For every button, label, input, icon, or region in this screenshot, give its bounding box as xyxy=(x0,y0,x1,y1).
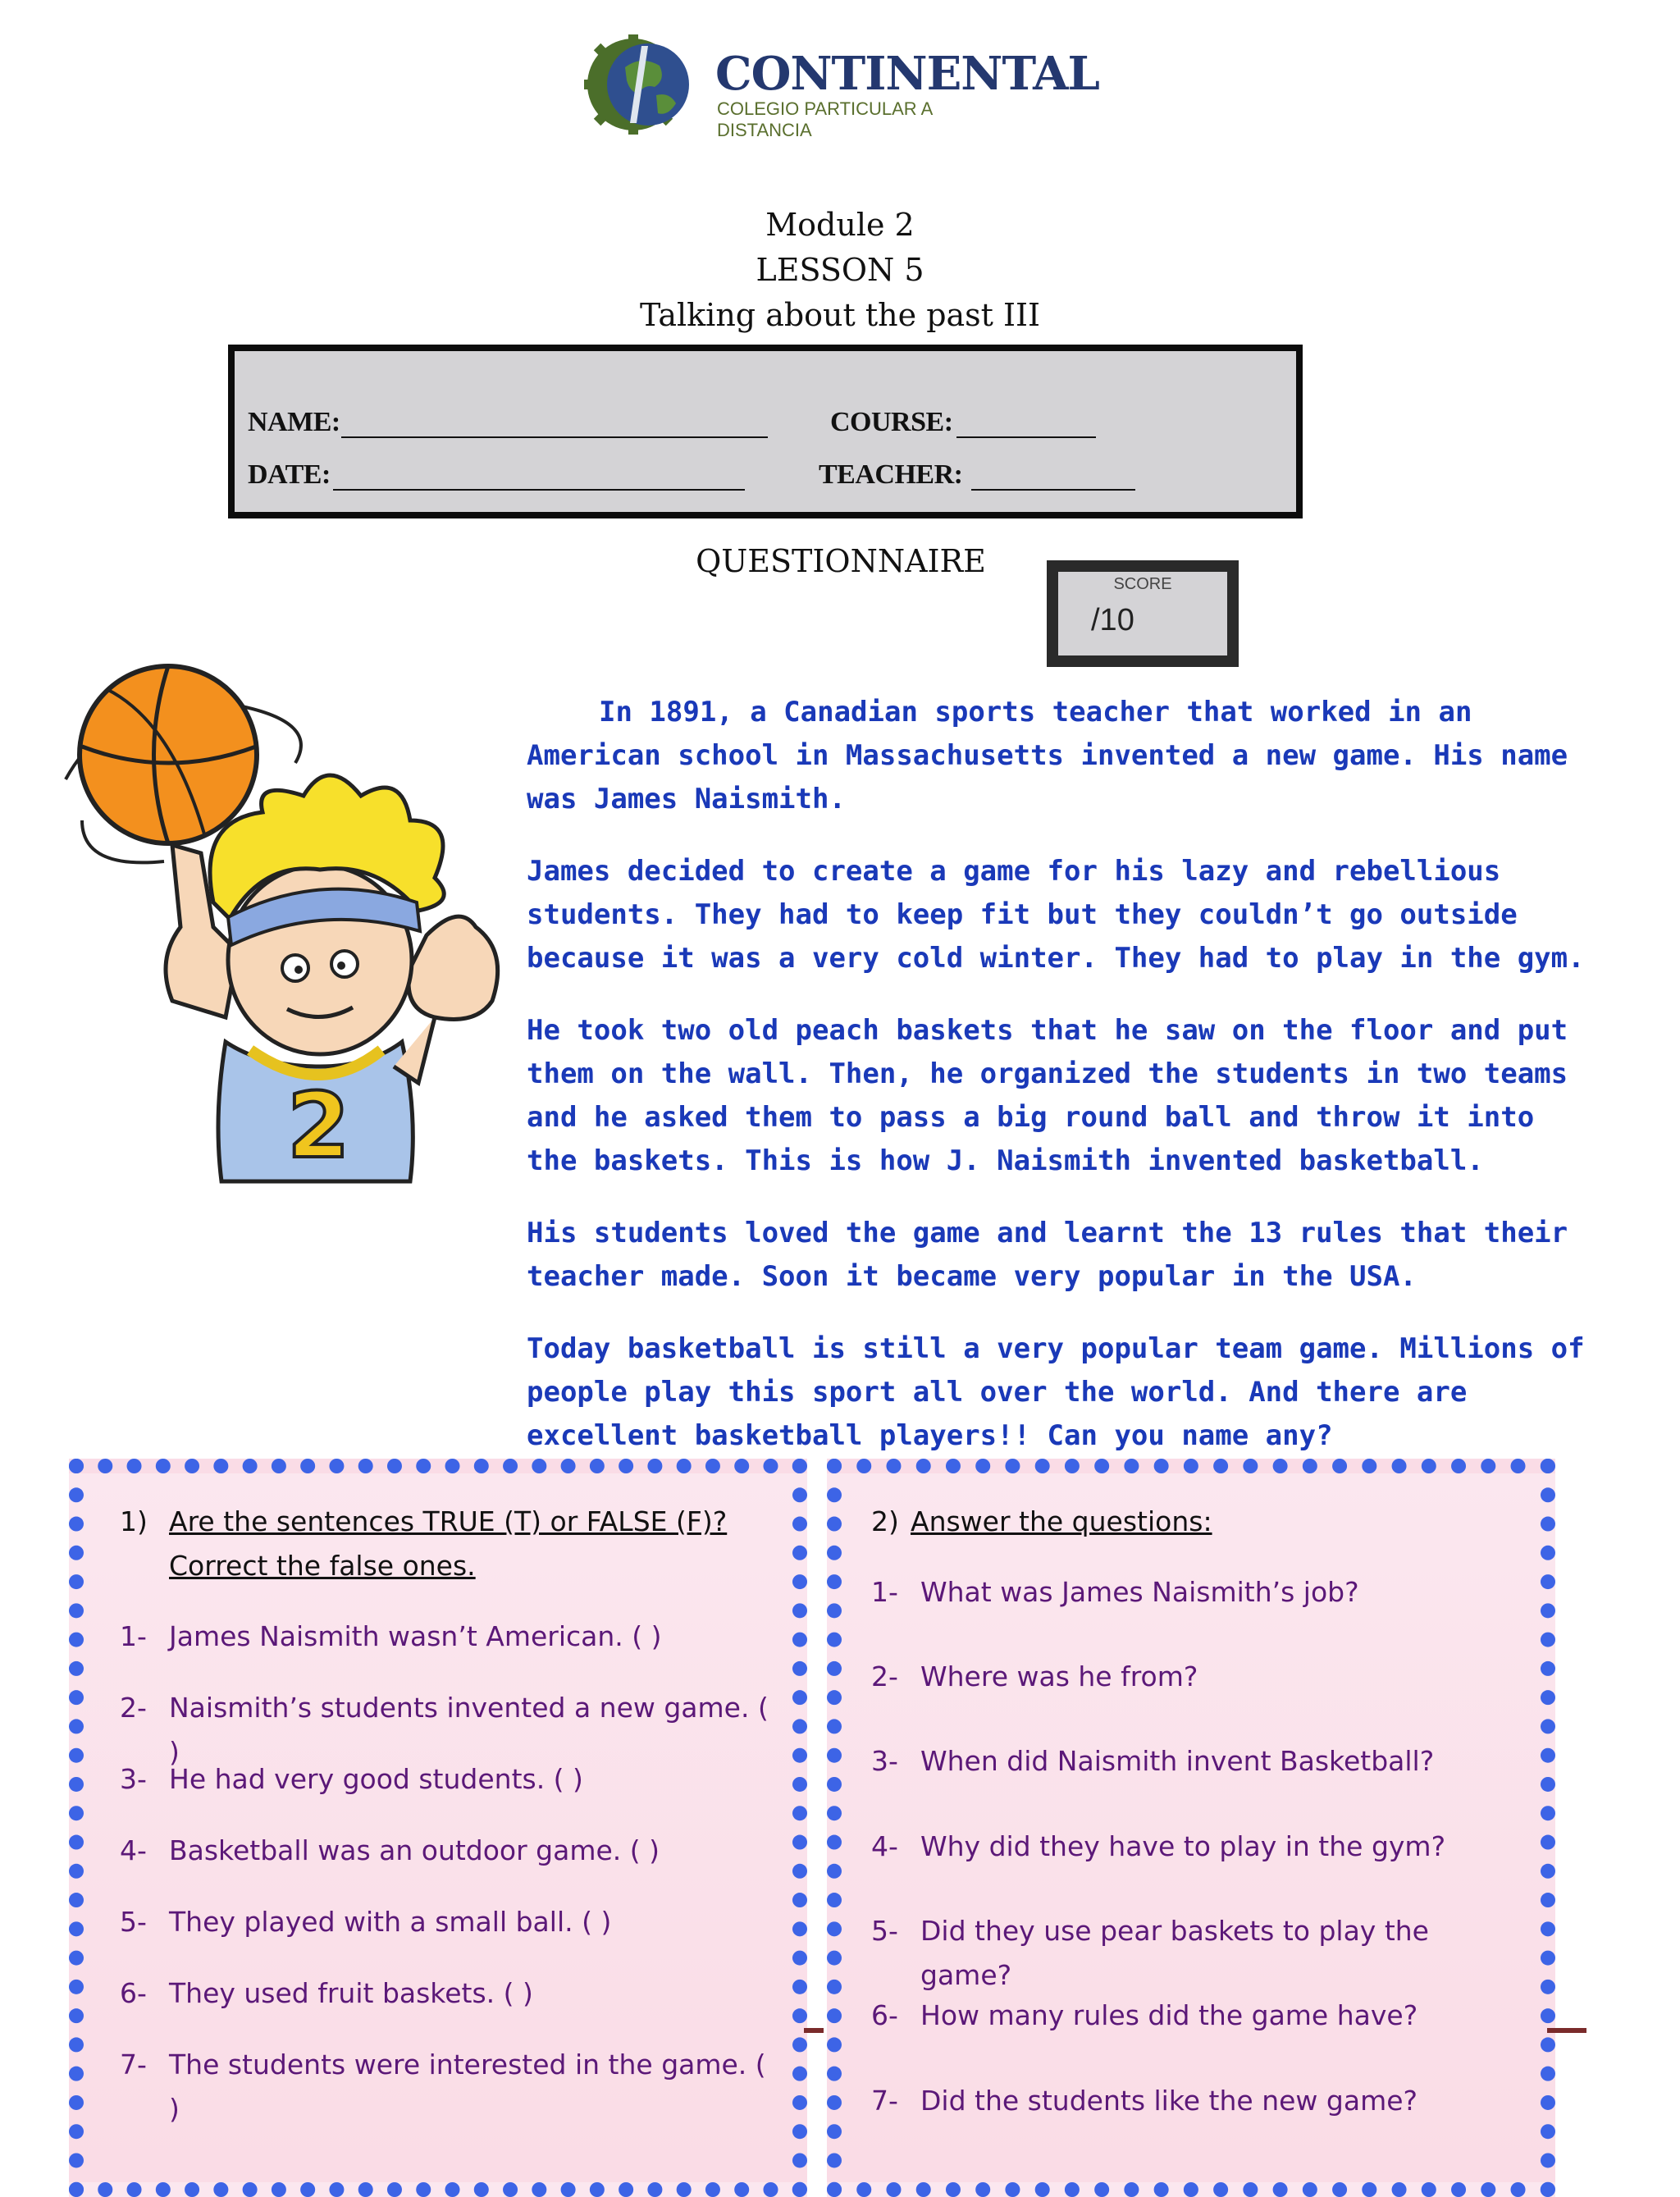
exercise1-title-line2: Correct the false ones. xyxy=(169,1550,476,1582)
true-false-panel: 1) Are the sentences TRUE (T) or FALSE (F)? Correct the false ones. 1- James Naismith wasn’t American. ( ) 2- Naismith’s students invented a new game. ( ) 3- He had very good students. ( ) 4- Basketball was an outdoor game. ( ) 5- They played with a small ball. ( ) 6- They used fruit baskets. ( ) 7- The students were interested in the game. ( ) xyxy=(69,1459,807,2197)
date-field[interactable] xyxy=(333,489,745,491)
passage-paragraph: Today basketball is still a very popular team game. Millions of people play this sport all over the world. And there are excellent basketball players!! Can you name any? xyxy=(527,1332,1585,1452)
questionnaire-title: QUESTIONNAIRE xyxy=(696,543,986,579)
name-label: NAME: xyxy=(248,407,340,437)
globe-gear-logo-icon xyxy=(584,34,707,135)
school-logo xyxy=(574,33,1099,140)
name-field[interactable] xyxy=(341,436,768,438)
passage-paragraph: In 1891, a Canadian sports teacher that worked in an American school in Massachusetts invented a new game. His name was James Naismith. xyxy=(527,696,1568,815)
topic-heading: Talking about the past III xyxy=(639,297,1041,333)
basketball-kid-illustration xyxy=(49,656,541,1214)
exercise1-title-line1: Are the sentences TRUE (T) or FALSE (F)? xyxy=(169,1505,728,1537)
date-label: DATE: xyxy=(248,459,331,490)
exercise2-title xyxy=(871,1500,1527,1546)
lesson-heading: LESSON 5 xyxy=(756,252,924,288)
teacher-field[interactable] xyxy=(971,489,1135,491)
student-info-box xyxy=(228,345,1303,518)
svg-text:2: 2 xyxy=(287,1073,350,1178)
score-box xyxy=(1047,560,1239,667)
answer-questions-panel: 2) Answer the questions: 1- What was James Naismith’s job? 2- Where was he from? 3- When did Naismith invent Basketball? 4- Why did they have to play in the gym? 5- Did they use pear baskets to play the game? 6- How many rules did the game have? 7- Did the students like the new game? xyxy=(827,1459,1555,2197)
module-heading: Module 2 xyxy=(765,207,915,243)
logo-subtitle: COLEGIO PARTICULAR A DISTANCIA xyxy=(717,98,933,140)
exercise2-title-text: Answer the questions: xyxy=(911,1505,1212,1537)
exercise1-number: 1) xyxy=(120,1505,148,1537)
score-label: SCORE xyxy=(1113,575,1172,593)
margin-mark xyxy=(1547,2028,1586,2033)
passage-paragraph: He took two old peach baskets that he saw on the floor and put them on the wall. Then, he organized the students in two teams and he asked them to pass a big round ball and throw it into the baskets. This is how J. Naismith invented basketball. xyxy=(527,1014,1568,1177)
score-value: /10 xyxy=(1091,603,1134,637)
teacher-label: TEACHER: xyxy=(819,459,963,490)
true-false-item[interactable]: 7- The students were interested in the game. ( ) xyxy=(120,2049,766,2125)
logo-wordmark: CONTINENTAL xyxy=(715,47,1099,101)
exercise1-title xyxy=(120,1500,776,1590)
passage-paragraph: His students loved the game and learnt the 13 rules that their teacher made. Soon it became very popular in the USA. xyxy=(527,1217,1568,1293)
course-label: COURSE: xyxy=(830,407,953,437)
margin-mark xyxy=(804,2028,824,2033)
reading-passage xyxy=(527,691,1585,1487)
course-field[interactable] xyxy=(956,436,1096,438)
exercise2-number: 2) xyxy=(871,1505,899,1537)
passage-paragraph: James decided to create a game for his lazy and rebellious students. They had to keep fit but they couldn’t go outside because it was a very cold winter. They had to play in the gym. xyxy=(527,855,1585,975)
